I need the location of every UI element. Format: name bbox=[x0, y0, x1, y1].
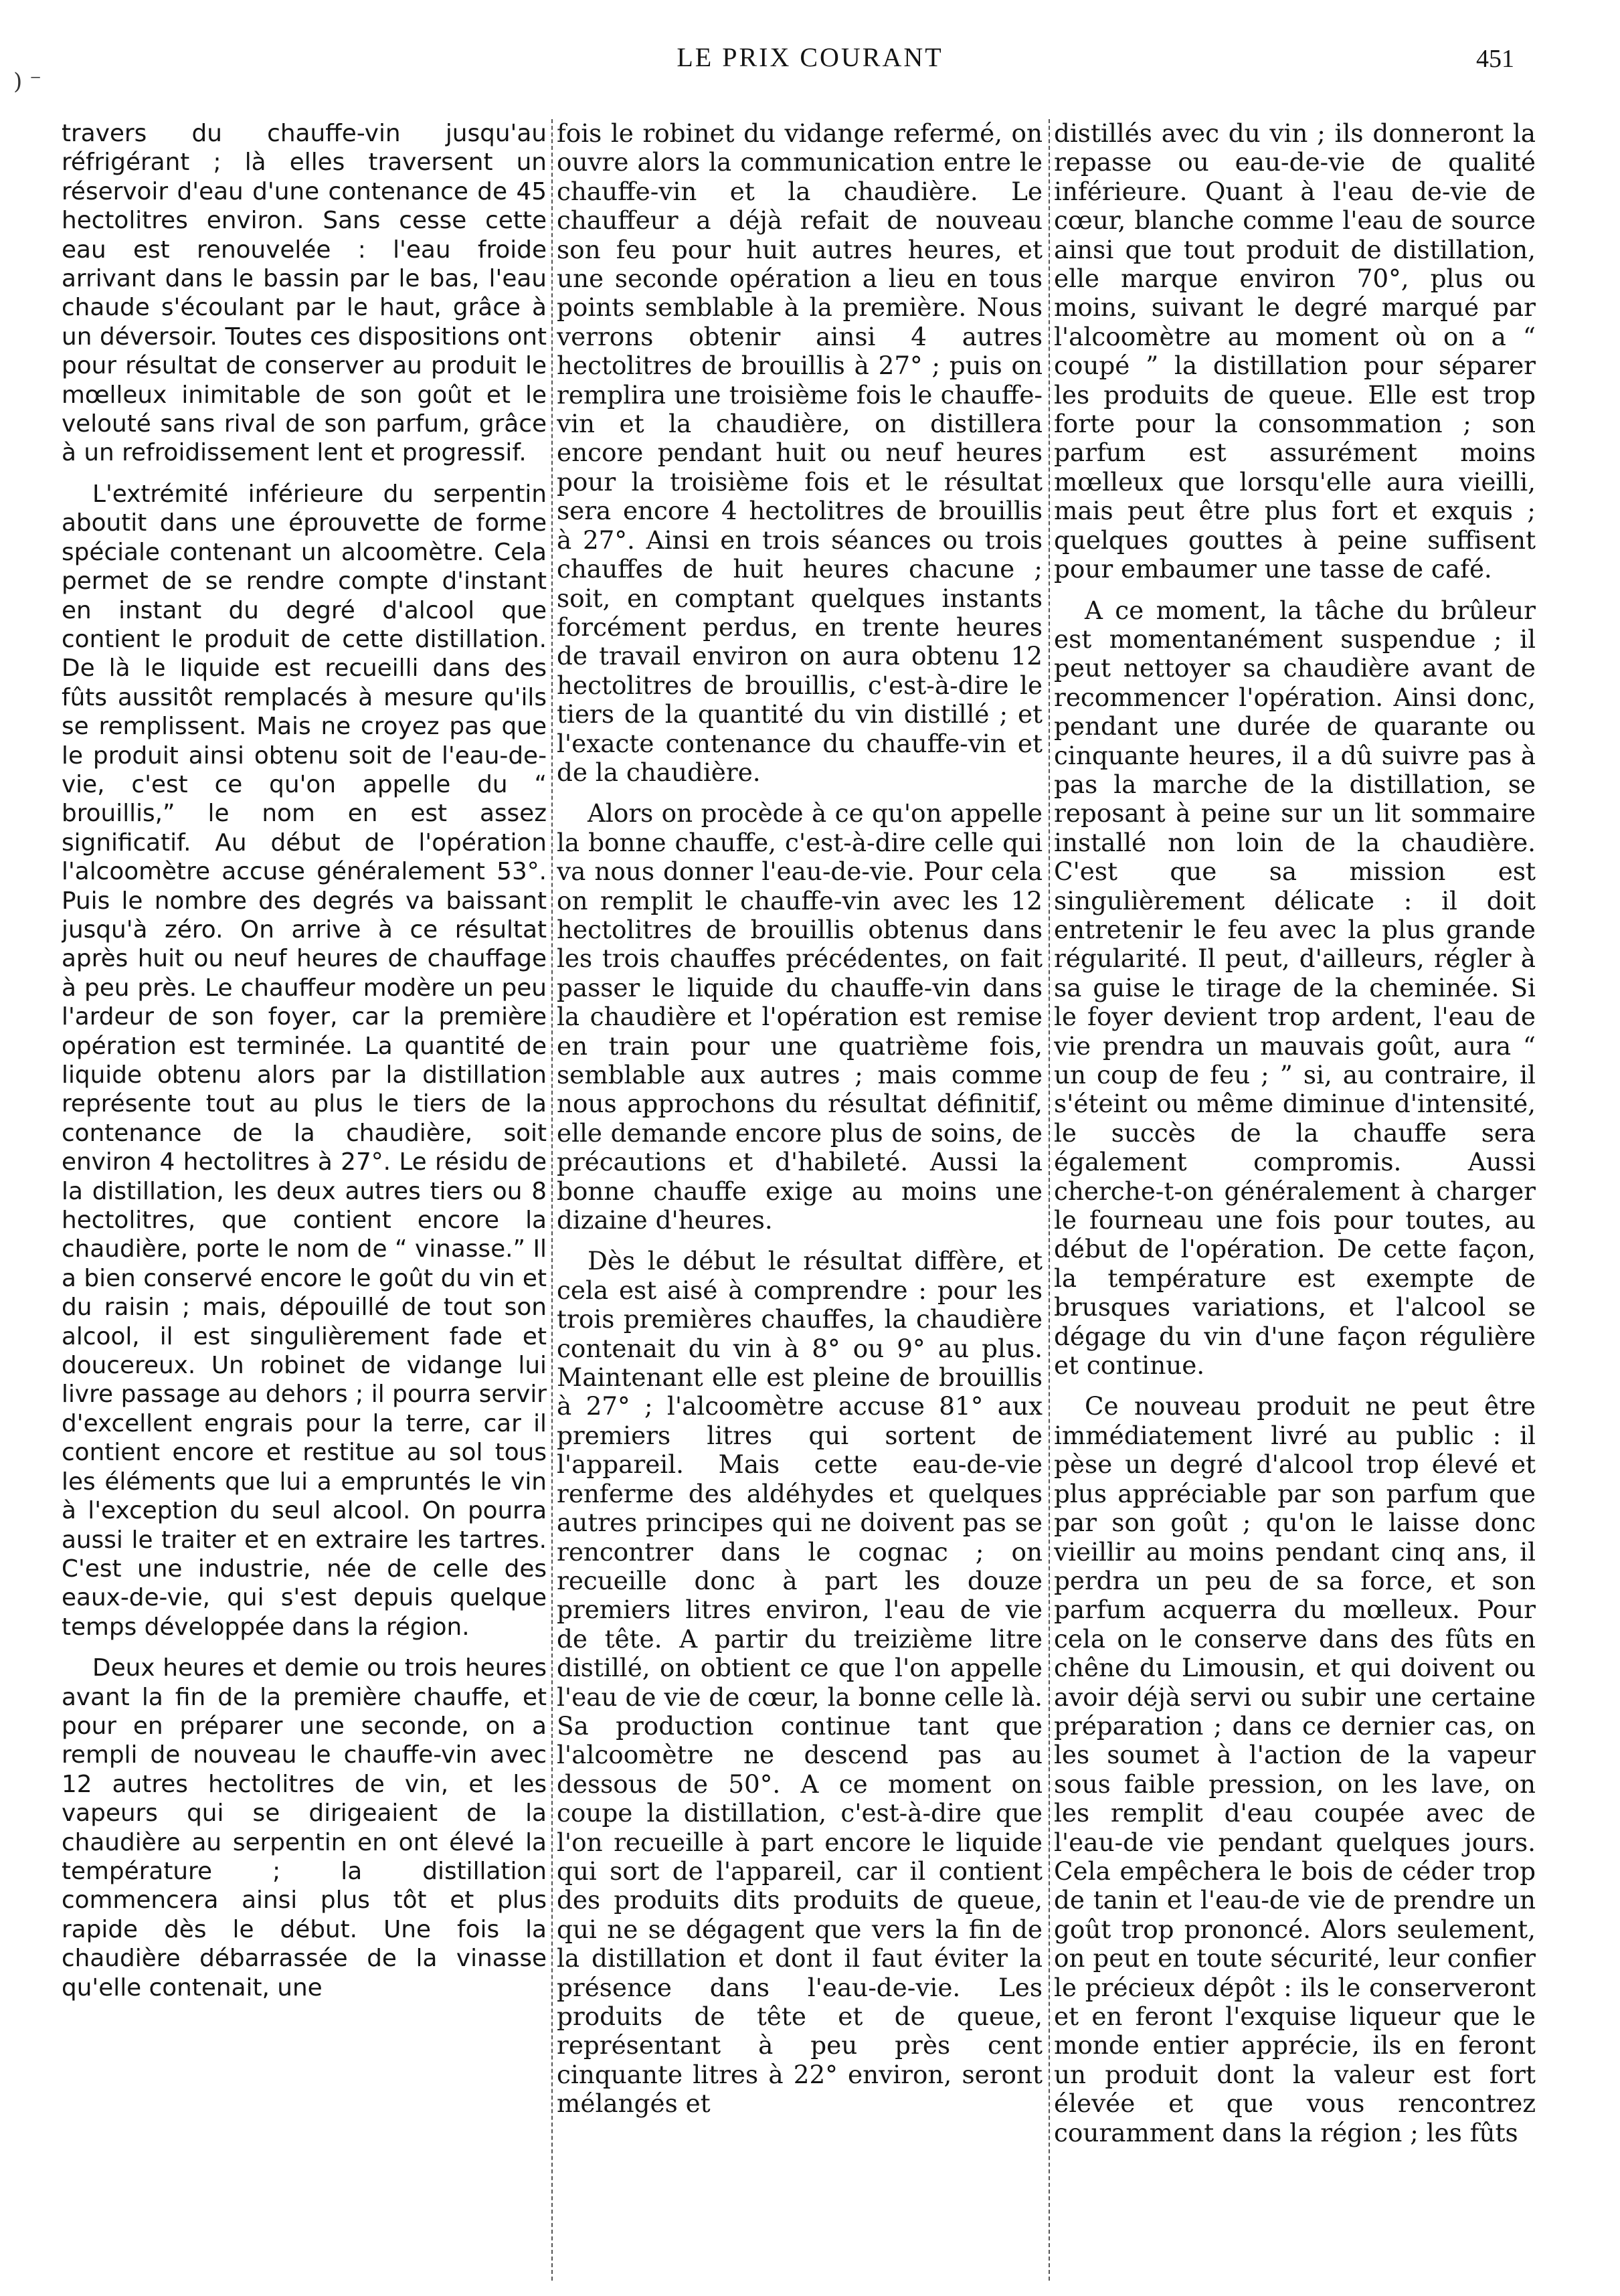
page-number: 451 bbox=[1476, 45, 1514, 73]
paragraph: travers du chauffe-vin jusqu'au réfrigérant ; là elles traversent un réservoir d'eau d'une contenance de 45 hectolitres environ. Sans cesse cette eau est renouvelée : l'eau froide arrivant dans le bassin par le bas, l'eau chaude s'écoulant par le haut, grâce à un déversoir. Toutes ces dispositions ont pour résultat de conserver au produit le mœlleux inimitable de son goût et le velouté sans rival de son parfum, grâce à un refroidissement lent et progressif. bbox=[62, 120, 547, 467]
paragraph: Alors on procède à ce qu'on appelle la bonne chauffe, c'est-à-dire celle qui va nous donner l'eau-de-vie. Pour cela on remplit le chauffe-vin avec les 12 hectolitres de brouillis obtenus dans les trois chauffes précédentes, on fait passer le liquide du chauffe-vin dans la chaudière et l'opération est remise en train pour une quatrième fois, semblable aux autres ; mais comme nous approchons du résultat définitif, elle demande encore plus de soins, de précautions et d'habileté. Aussi la bonne chauffe exige au moins une dizaine d'heures. bbox=[557, 798, 1043, 1235]
paragraph: A ce moment, la tâche du brûleur est momentanément suspendue ; il peut nettoyer sa chaudière avant de recommencer l'opération. Ainsi donc, pendant une durée de quarante ou cinquante heures, il a dû suivre pas à pas la marche de la distillation, se reposant à peine sur un lit sommaire installé non loin de la chaudière. C'est que sa mission est singulièrement délicate : il doit entretenir le feu avec la plus grande régularité. Il peut, d'ailleurs, régler à sa guise le tirage de la cheminée. Si le foyer devient trop ardent, l'eau de vie prendra un mauvais goût, aura “ un coup de feu ; ” si, au contraire, il s'éteint ou même diminue d'intensité, le succès de la chauffe sera également compromis. Aussi cherche-t-on généralement à charger le fourneau une fois pour toutes, au début de l'opération. De cette façon, la température est exempte de brusques variations, et l'alcool se dégage du vin d'une façon régulière et continue. bbox=[1054, 595, 1536, 1381]
paragraph: distillés avec du vin ; ils donneront la repasse ou eau-de-vie de qualité inférieure. Quant à l'eau de-vie de cœur, blanche comme l'eau de source ainsi que tout produit de distillation, elle marque environ 70°, plus ou moins, suivant le degré marqué par l'alcoomètre au moment où on a “ coupé ” la distillation pour séparer les produits de queue. Elle est trop forte pour la consommation ; son parfum est assurément moins mœlleux que lorsqu'elle aura vieilli, mais peut être plus fort et exquis ; quelques gouttes à peine suffisent pour embaumer une tasse de café. bbox=[1054, 119, 1536, 584]
paragraph: Ce nouveau produit ne peut être immédiatement livré au public : il pèse un degré d'alcool trop élevé et plus appréciable par son parfum que par son goût ; qu'on le laisse donc vieillir au moins pendant cinq ans, il perdra un peu de sa force, et son parfum acquerra du mœlleux. Pour cela on le conserve dans des fûts en chêne du Limousin, et qui doivent ou avoir déjà servi ou subir une certaine préparation ; dans ce dernier cas, on les soumet à l'action de la vapeur sous faible pression, on les lave, on les remplit d'eau coupée avec de l'eau-de vie pendant quelques jours. Cela empêchera le bois de céder trop de tanin et l'eau-de vie de prendre un goût trop prononcé. Alors seulement, on peut en toute sécurité, leur confier le précieux dépôt : ils le conserveront et en feront l'exquise liqueur que le monde entier apprécie, ils en feront un produit dont la valeur est fort élevée et que vous rencontrez couramment dans la région ; les fûts bbox=[1054, 1391, 1536, 2147]
paragraph: fois le robinet du vidange refermé, on ouvre alors la communication entre le chauffe-vin et la chaudière. Le chauffeur a déjà refait de nouveau son feu pour huit autres heures, et une seconde opération a lieu en tous points semblable à la première. Nous verrons obtenir ainsi 4 autres hectolitres de brouillis à 27° ; puis on remplira une troisième fois le chauffe-vin et la chaudière, on distillera encore pendant huit ou neuf heures pour la troisième fois et le résultat sera encore 4 hectolitres de brouillis à 27°. Ainsi en trois séances ou trois chauffes de huit heures chacune ; soit, en comptant quelques instants forcément perdus, en trente heures de travail environ on aura obtenu 12 hectolitres de brouillis, c'est-à-dire le tiers de la quantité du vin distillé ; et l'exacte contenance du chauffe-vin et de la chaudière. bbox=[557, 119, 1043, 787]
paragraph: Deux heures et demie ou trois heures avant la fin de la première chauffe, et pour en préparer une seconde, on a rempli de nouveau le chauffe-vin avec 12 autres hectolitres de vin, et les vapeurs qui se dirigeaient de la chaudière au serpentin en ont élevé la température ; la distillation commencera ainsi plus tôt et plus rapide dès le début. Une fois la chaudière débarrassée de la vinasse qu'elle contenait, une bbox=[62, 1654, 547, 2002]
paragraph: L'extrémité inférieure du serpentin aboutit dans une éprouvette de forme spéciale contenant un alcoomètre. Cela permet de se rendre compte d'instant en instant du degré d'alcool que contient le produit de cette distillation. De là le liquide est recueilli dans des fûts aussitôt remplacés à mesure qu'ils se remplissent. Mais ne croyez pas que le produit ainsi obtenu soit de l'eau-de-vie, c'est ce qu'on appelle du “ brouillis,” le nom en est assez significatif. Au début de l'opération l'alcoomètre accuse généralement 53°. Puis le nombre des degrés va baissant jusqu'à zéro. On arrive à ce résultat après huit ou neuf heures de chauffage à peu près. Le chauffeur modère un peu l'ardeur de son foyer, car la première opération est terminée. La quantité de liquide obtenu alors par la distillation représente tout au plus le tiers de la contenance de la chaudière, soit environ 4 hectolitres à 27°. Le résidu de la distillation, les deux autres tiers ou 8 hectolitres, que contient encore la chaudière, porte le nom de “ vinasse.” Il a bien conservé encore le goût du vin et du raisin ; mais, dépouillé de tout son alcool, il est singulièrement fade et doucereux. Un robinet de vidange lui livre passage au dehors ; il pourra servir d'excellent engrais pour la terre, car il contient encore et restitue au sol tous les éléments que lui a empruntés le vin à l'exception du seul alcool. On pourra aussi le traiter et en extraire les tartres. C'est une industrie, née de celle des eaux-de-vie, qui s'est depuis quelque temps développée dans la région. bbox=[62, 480, 547, 1641]
page-header bbox=[0, 41, 1620, 95]
text-column-2 bbox=[557, 119, 1043, 2267]
running-title: LE PRIX COURANT bbox=[677, 42, 943, 72]
corner-mark: ) ⁻ bbox=[13, 68, 42, 95]
column-divider bbox=[1049, 119, 1050, 2281]
text-column-1 bbox=[62, 119, 547, 2267]
paragraph: Dès le début le résultat diffère, et cela est aisé à comprendre : pour les trois premières chauffes, la chaudière contenait du vin à 8° ou 9° au plus. Maintenant elle est pleine de brouillis à 27° ; l'alcoomètre accuse 81° aux premiers litres qui sortent de l'appareil. Mais cette eau-de-vie renferme des aldéhydes et quelques autres principes qui ne doivent pas se rencontrer dans le cognac ; on recueille donc à part les douze premiers litres environ, l'eau de vie de tête. A partir du treizième litre distillé, on obtient ce que l'on appelle l'eau de vie de cœur, la bonne celle là. Sa production continue tant que l'alcoomètre ne descend pas au dessous de 50°. A ce moment on coupe la distillation, c'est-à-dire que l'on recueille à part encore le liquide qui sort de l'appareil, car il contient des produits dits produits de queue, qui ne se dégagent que vers la fin de la distillation et dont il faut éviter la présence dans l'eau-de-vie. Les produits de tête et de queue, représentant à peu près cent cinquante litres à 22° environ, seront mélangés et bbox=[557, 1246, 1043, 2119]
text-column-3 bbox=[1054, 119, 1536, 2267]
column-divider bbox=[551, 119, 553, 2281]
